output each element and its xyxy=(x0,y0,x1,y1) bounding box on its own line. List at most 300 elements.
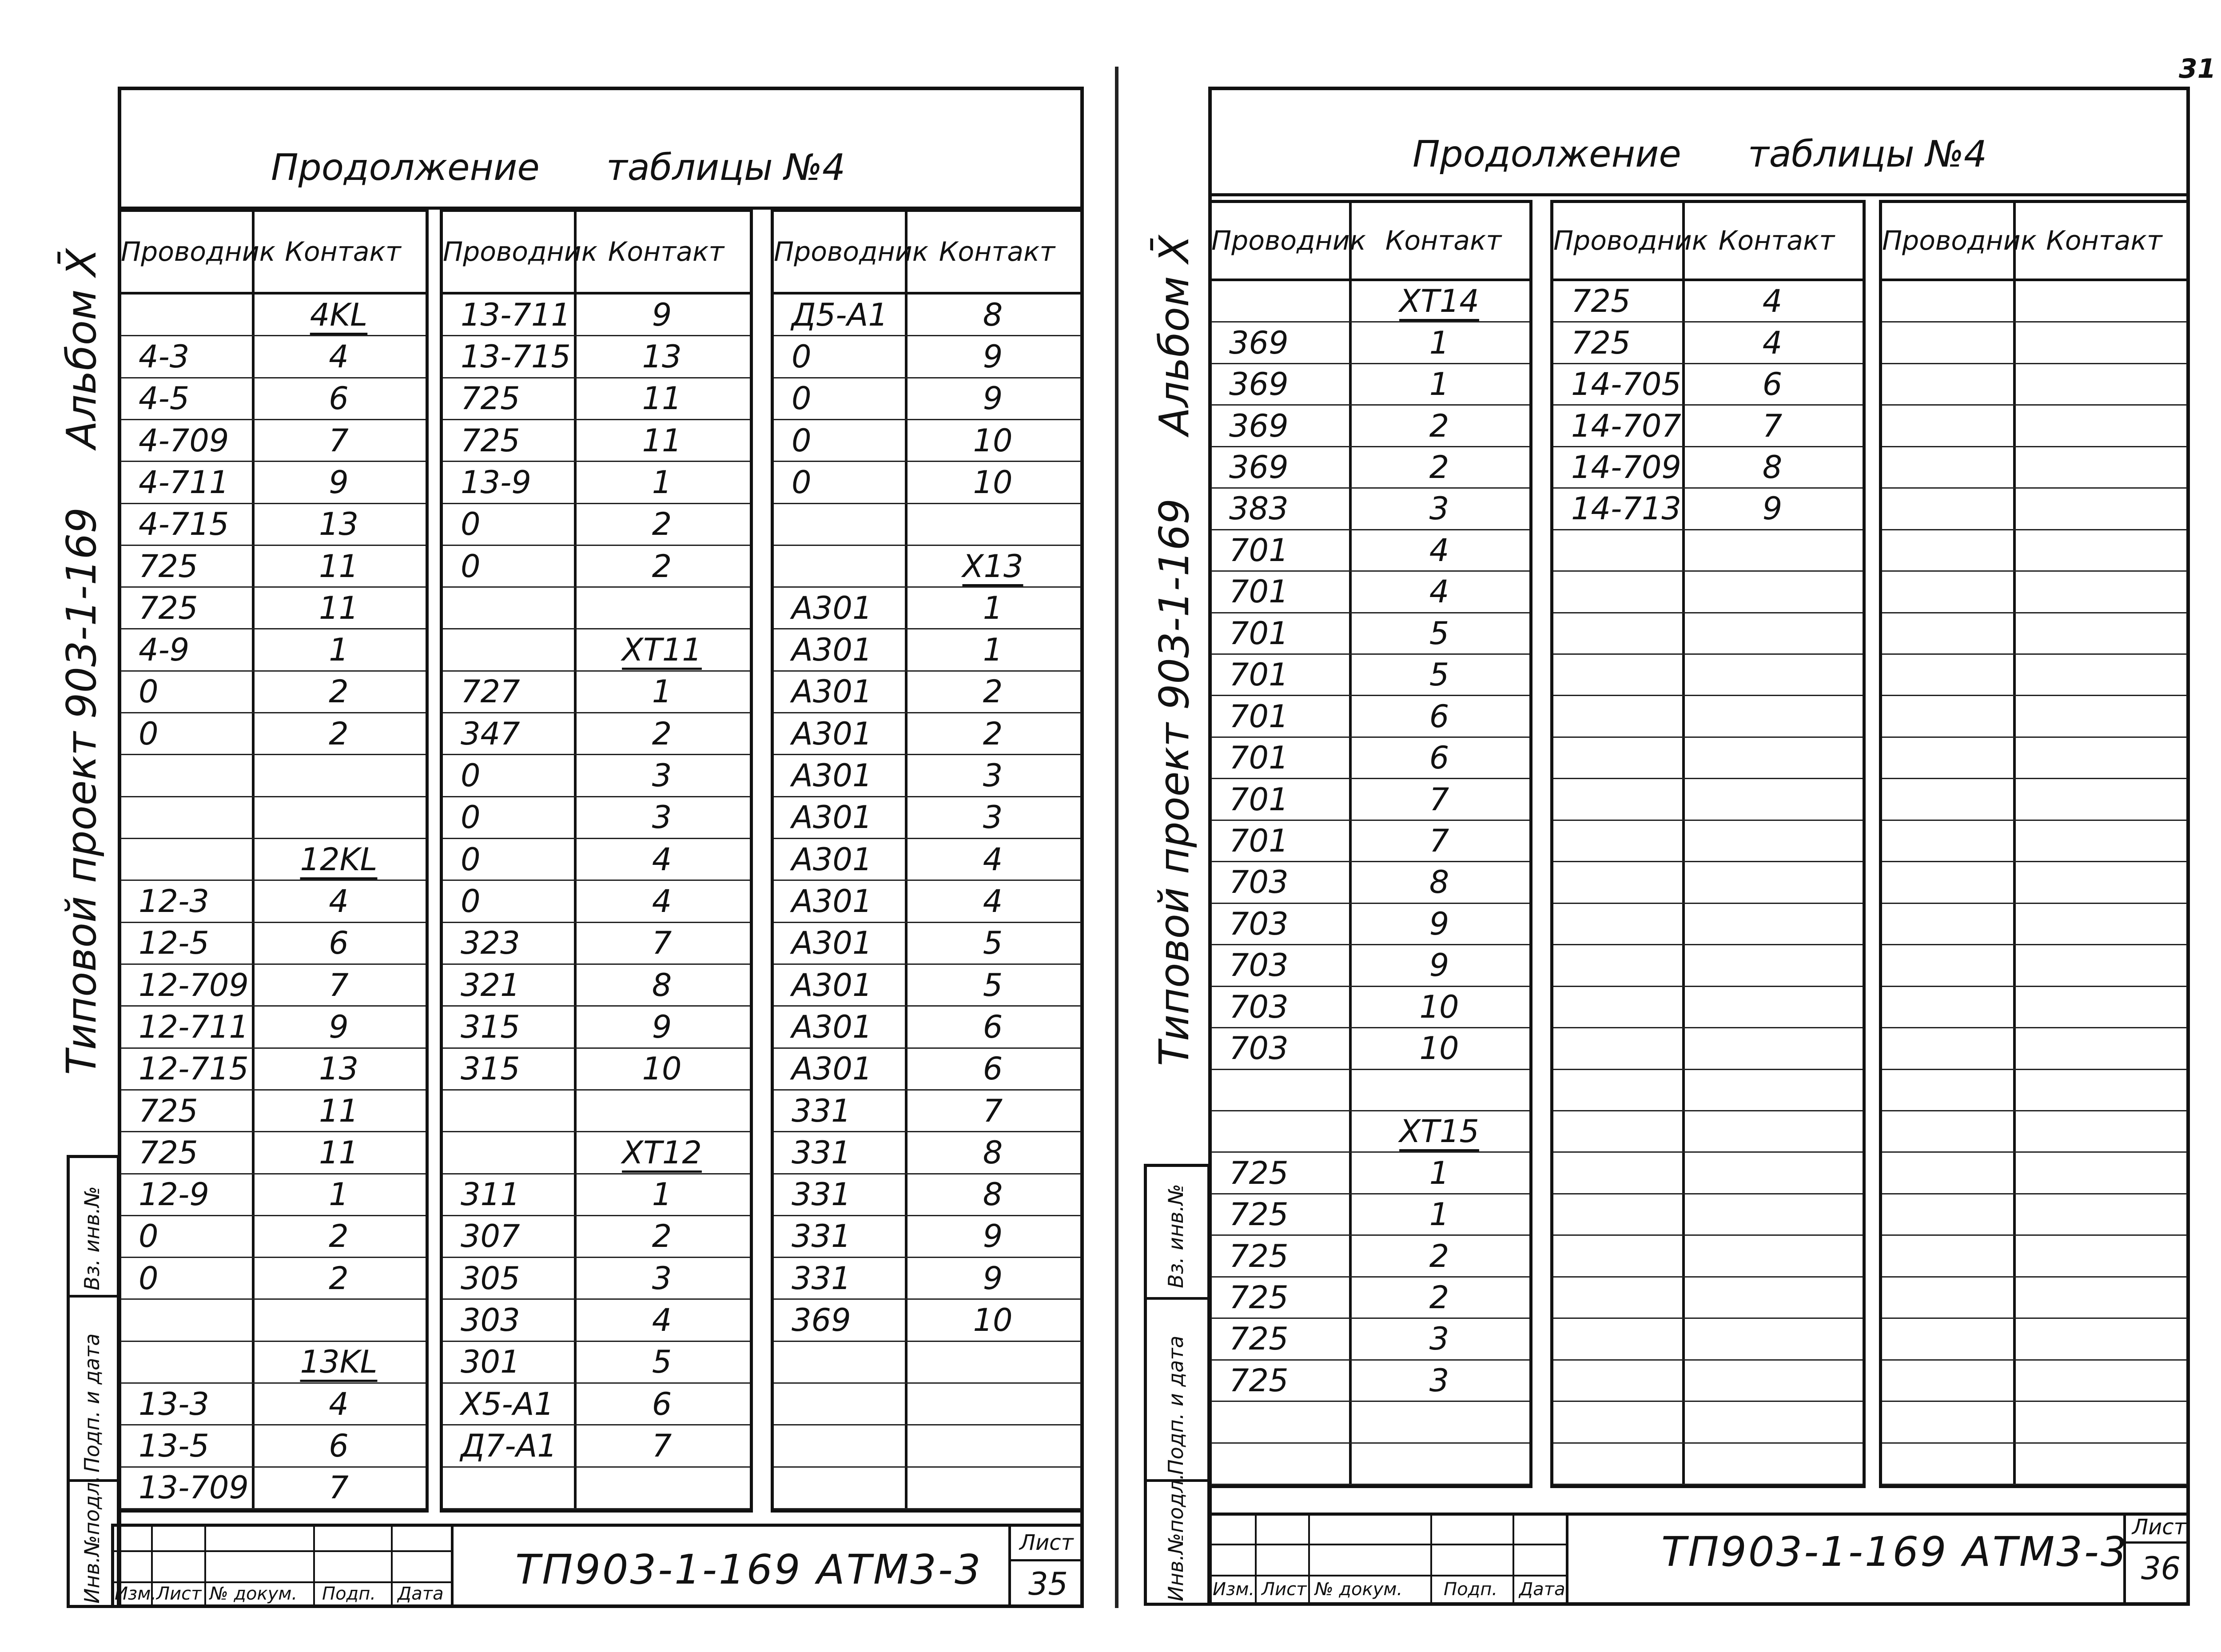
contact-cell xyxy=(2013,862,2187,902)
side-stamp-label: Вз. инв.№ xyxy=(1164,1184,1188,1288)
conductor-cell: A301 xyxy=(792,673,872,710)
table-row xyxy=(443,1216,750,1258)
table-column xyxy=(771,209,1084,1513)
table-column xyxy=(118,209,429,1513)
contact-cell: 2 xyxy=(652,715,672,752)
contact-cell: 7 xyxy=(329,422,349,459)
contact-cell: 6 xyxy=(1762,366,1783,403)
conductor-cell: 13-3 xyxy=(139,1385,209,1422)
section-label: 12KL xyxy=(300,841,378,878)
contact-cell: 1 xyxy=(983,589,1003,626)
table-row xyxy=(121,629,426,671)
table-row xyxy=(443,295,750,336)
table-row xyxy=(774,839,1081,881)
table-row xyxy=(443,546,750,588)
table-row xyxy=(1882,1361,2187,1402)
header-conductor: Проводник xyxy=(1882,225,2037,256)
conductor-cell xyxy=(1882,1194,2031,1234)
conductor-cell: X5-A1 xyxy=(461,1385,554,1422)
contact-cell xyxy=(2013,1028,2187,1068)
sheet-number: 35 xyxy=(1028,1566,1068,1602)
conductor-cell xyxy=(1553,1028,1700,1068)
conductor-cell: A301 xyxy=(792,757,872,794)
conductor-cell xyxy=(774,1384,923,1424)
table-row xyxy=(1553,862,1863,904)
table-row xyxy=(1553,1319,1863,1360)
contact-cell: 5 xyxy=(652,1344,672,1381)
title-block-rule xyxy=(1308,1513,1310,1606)
table-row xyxy=(774,1216,1081,1258)
contact-cell: 1 xyxy=(329,1176,349,1213)
conductor-cell xyxy=(774,1468,923,1508)
conductor-cell: 725 xyxy=(461,422,520,459)
contact-cell xyxy=(2013,364,2187,404)
contact-cell: 7 xyxy=(652,925,672,962)
conductor-cell: 725 xyxy=(139,1092,198,1129)
conductor-cell: 701 xyxy=(1229,615,1289,652)
rows-right-3 xyxy=(1882,281,2187,1485)
side-stamp-label: Инв.№подл. xyxy=(80,1475,104,1604)
table-row xyxy=(1211,322,1529,364)
table-row xyxy=(1553,821,1863,862)
conductor-cell xyxy=(1882,655,2031,695)
contact-cell: 3 xyxy=(652,799,672,836)
table-row xyxy=(443,504,750,546)
table-row xyxy=(1882,281,2187,322)
contact-cell: 11 xyxy=(642,422,682,459)
contact-cell: 3 xyxy=(652,1260,672,1297)
conductor-cell: 701 xyxy=(1229,781,1289,818)
table-row xyxy=(443,1468,750,1509)
table-row xyxy=(1882,1111,2187,1153)
contact-cell xyxy=(2013,945,2187,985)
heading-part-2: таблицы №4 xyxy=(1747,133,1987,175)
table-row xyxy=(121,713,426,755)
conductor-cell: A301 xyxy=(792,841,872,878)
table-row xyxy=(1882,987,2187,1028)
table-row xyxy=(1211,904,1529,945)
table-row xyxy=(121,546,426,588)
conductor-cell: 0 xyxy=(461,799,481,836)
contact-cell xyxy=(2013,1319,2187,1359)
document-code: ТП903-1-169 АТМ3-3 xyxy=(515,1546,983,1593)
table-row xyxy=(121,336,426,378)
table-row xyxy=(774,1091,1081,1132)
table-row xyxy=(443,1174,750,1216)
conductor-cell xyxy=(1882,322,2031,362)
conductor-cell xyxy=(1211,281,1367,321)
contact-cell: 2 xyxy=(329,1260,349,1297)
contact-cell xyxy=(252,755,426,796)
contact-cell: 3 xyxy=(983,799,1003,836)
table-row xyxy=(1211,364,1529,406)
conductor-cell xyxy=(774,1425,923,1466)
title-block-rule xyxy=(1255,1513,1257,1606)
contact-cell: 2 xyxy=(652,548,672,585)
table-row xyxy=(121,1091,426,1132)
table-column xyxy=(1550,200,1866,1488)
contact-cell: 10 xyxy=(973,1302,1013,1339)
conductor-cell: 12-3 xyxy=(139,883,209,920)
table-row xyxy=(774,1425,1081,1467)
conductor-cell: 4-9 xyxy=(139,632,190,669)
side-stamp-label: Инв.№подл. xyxy=(1164,1473,1188,1601)
stamp-label: № докум. xyxy=(210,1584,298,1604)
conductor-cell: 13-5 xyxy=(139,1428,209,1465)
table-row xyxy=(443,378,750,420)
contact-cell: 9 xyxy=(1429,947,1449,984)
table-row xyxy=(1211,655,1529,696)
table-row xyxy=(1553,1444,1863,1485)
conductor-cell: A301 xyxy=(792,589,872,626)
table-row xyxy=(1553,1070,1863,1111)
table-row xyxy=(121,1174,426,1216)
conductor-cell: 12-715 xyxy=(139,1051,249,1087)
side-stamp-label: Подп. и дата xyxy=(80,1333,104,1473)
conductor-cell: 323 xyxy=(461,925,520,962)
title-block-rule xyxy=(111,1581,451,1583)
conductor-cell: 331 xyxy=(792,1176,851,1213)
table-row xyxy=(774,797,1081,839)
table-row xyxy=(1882,1070,2187,1111)
side-stamp-label: Подп. и дата xyxy=(1164,1335,1188,1475)
contact-cell xyxy=(574,1468,750,1508)
contact-cell: 5 xyxy=(983,925,1003,962)
header-contact: Контакт xyxy=(1718,225,1835,256)
conductor-cell: A301 xyxy=(792,1051,872,1087)
title-block-rule xyxy=(1008,1559,1084,1561)
table-row xyxy=(774,295,1081,336)
title-block-rule xyxy=(1008,1524,1011,1608)
contact-cell: 6 xyxy=(329,380,349,417)
contact-cell: 6 xyxy=(652,1385,672,1422)
table-row xyxy=(1211,406,1529,447)
conductor-cell xyxy=(443,1091,592,1131)
table-row xyxy=(121,1342,426,1384)
table-row xyxy=(1882,489,2187,530)
album-label: Альбом X̄ xyxy=(1150,235,1198,435)
table-row xyxy=(1882,1194,2187,1236)
table-row xyxy=(774,546,1081,588)
table-row xyxy=(1553,281,1863,322)
conductor-cell: 14-713 xyxy=(1571,490,1681,527)
conductor-cell xyxy=(1553,987,1700,1027)
table-row xyxy=(1211,281,1529,322)
table-row xyxy=(1553,696,1863,737)
conductor-cell: A301 xyxy=(792,1008,872,1045)
conductor-cell: 725 xyxy=(139,589,198,626)
table-row xyxy=(121,1132,426,1174)
conductor-cell xyxy=(443,1468,592,1508)
conductor-cell: 4-709 xyxy=(139,422,229,459)
conductor-cell: 14-707 xyxy=(1571,407,1681,444)
contact-cell xyxy=(1682,572,1863,612)
table-row xyxy=(774,1049,1081,1091)
table-heading xyxy=(1413,133,2054,175)
table-row xyxy=(1211,779,1529,820)
contact-cell xyxy=(1682,821,1863,861)
rows-right-1 xyxy=(1211,281,1529,1485)
conductor-cell: 13-709 xyxy=(139,1469,249,1506)
contact-cell: 7 xyxy=(983,1092,1003,1129)
conductor-cell: 703 xyxy=(1229,988,1289,1025)
conductor-cell xyxy=(774,504,923,545)
table-row xyxy=(1211,1444,1529,1485)
table-row xyxy=(1882,613,2187,655)
contact-cell: 2 xyxy=(1429,449,1449,486)
contact-cell: 2 xyxy=(652,1218,672,1255)
table-row xyxy=(774,629,1081,671)
conductor-cell: 725 xyxy=(1229,1362,1289,1399)
conductor-cell: 315 xyxy=(461,1051,520,1087)
conductor-cell: 725 xyxy=(1229,1154,1289,1191)
table-row xyxy=(1882,738,2187,779)
conductor-cell xyxy=(1882,1319,2031,1359)
conductor-cell: 369 xyxy=(1229,366,1289,403)
conductor-cell xyxy=(1553,779,1700,819)
table-row xyxy=(121,1468,426,1509)
table-row xyxy=(774,1258,1081,1300)
table-row xyxy=(121,588,426,629)
table-row xyxy=(1211,1028,1529,1070)
table-row xyxy=(774,504,1081,546)
contact-cell: 6 xyxy=(1429,698,1449,735)
table-row xyxy=(1882,779,2187,820)
conductor-cell xyxy=(1882,1070,2031,1110)
conductor-cell xyxy=(1882,489,2031,529)
stamp-label: Изм. xyxy=(1213,1579,1255,1600)
conductor-cell xyxy=(1553,530,1700,570)
header-contact: Контакт xyxy=(1385,225,1502,256)
table-row xyxy=(443,420,750,462)
table-row xyxy=(1211,613,1529,655)
rows-left-3 xyxy=(774,295,1081,1509)
contact-cell xyxy=(1682,1402,1863,1442)
table-row xyxy=(774,1468,1081,1509)
contact-cell: 8 xyxy=(983,1176,1003,1213)
side-stamp-rule xyxy=(67,1295,120,1298)
contact-cell xyxy=(252,797,426,838)
table-row xyxy=(121,923,426,965)
contact-cell: 4 xyxy=(983,841,1003,878)
table-row xyxy=(443,629,750,671)
table-row xyxy=(1882,1402,2187,1443)
table-row xyxy=(1211,1153,1529,1194)
title-block-rule xyxy=(1430,1513,1432,1606)
contact-cell xyxy=(2013,447,2187,487)
conductor-cell xyxy=(1882,1111,2031,1151)
contact-cell xyxy=(2013,572,2187,612)
contact-cell: 3 xyxy=(1429,1321,1449,1357)
table-row xyxy=(1553,406,1863,447)
contact-cell: 9 xyxy=(983,380,1003,417)
table-row xyxy=(121,1300,426,1342)
conductor-cell xyxy=(1882,447,2031,487)
conductor-cell: 725 xyxy=(139,1134,198,1171)
contact-cell xyxy=(905,1342,1081,1382)
table-row xyxy=(1211,945,1529,987)
contact-cell: 7 xyxy=(1429,781,1449,818)
contact-cell xyxy=(2013,1278,2187,1318)
contact-cell: 4 xyxy=(329,338,349,375)
table-row xyxy=(1211,489,1529,530)
conductor-cell xyxy=(1553,1402,1700,1442)
stamp-label: Дата xyxy=(1519,1579,1565,1600)
conductor-cell xyxy=(774,546,923,586)
table-row xyxy=(1211,696,1529,737)
conductor-cell: 0 xyxy=(139,715,159,752)
table-row xyxy=(1553,1278,1863,1319)
contact-cell: 8 xyxy=(983,1134,1003,1171)
conductor-cell xyxy=(774,1342,923,1382)
contact-cell: 4 xyxy=(652,841,672,878)
table-row xyxy=(443,672,750,713)
contact-cell xyxy=(2013,1070,2187,1110)
title-block-rule xyxy=(1566,1513,1568,1606)
table-row xyxy=(774,672,1081,713)
table-row xyxy=(1882,572,2187,613)
table-column xyxy=(1879,200,2190,1488)
table-row xyxy=(443,1258,750,1300)
table-row xyxy=(443,839,750,881)
conductor-cell: 13-9 xyxy=(461,464,531,501)
contact-cell xyxy=(1349,1070,1529,1110)
conductor-cell: 331 xyxy=(792,1134,851,1171)
table-row xyxy=(1882,530,2187,572)
conductor-cell: 0 xyxy=(792,338,812,375)
table-row xyxy=(1553,904,1863,945)
contact-cell: 1 xyxy=(1429,1154,1449,1191)
table-row xyxy=(1882,447,2187,489)
contact-cell xyxy=(1682,613,1863,653)
table-row xyxy=(1211,1111,1529,1153)
contact-cell xyxy=(2013,1111,2187,1151)
conductor-cell: 331 xyxy=(792,1260,851,1297)
table-row xyxy=(1882,322,2187,364)
table-row xyxy=(1553,655,1863,696)
contact-cell: 11 xyxy=(318,1092,359,1129)
table-row xyxy=(774,965,1081,1007)
table-row xyxy=(1211,1236,1529,1277)
conductor-cell: A301 xyxy=(792,967,872,1003)
contact-cell: 1 xyxy=(1429,1196,1449,1233)
contact-cell: 1 xyxy=(652,673,672,710)
contact-cell xyxy=(1682,862,1863,902)
conductor-cell: 4-715 xyxy=(139,506,229,543)
conductor-cell xyxy=(121,839,270,880)
contact-cell: 6 xyxy=(983,1008,1003,1045)
conductor-cell: 12-711 xyxy=(139,1008,249,1045)
conductor-cell xyxy=(121,797,270,838)
header-conductor: Проводник xyxy=(121,236,275,267)
conductor-cell xyxy=(1553,821,1700,861)
table-row xyxy=(1553,447,1863,489)
table-row xyxy=(1553,322,1863,364)
contact-cell xyxy=(1682,696,1863,736)
contact-cell: 2 xyxy=(983,673,1003,710)
table-row xyxy=(1882,1153,2187,1194)
conductor-cell xyxy=(1553,738,1700,778)
contact-cell: 1 xyxy=(1429,324,1449,361)
section-label: XT11 xyxy=(622,632,702,669)
header-conductor: Проводник xyxy=(1211,225,1366,256)
conductor-cell: 725 xyxy=(1229,1196,1289,1233)
contact-cell: 8 xyxy=(983,296,1003,333)
table-row xyxy=(443,1132,750,1174)
table-row xyxy=(443,1425,750,1467)
table-row xyxy=(1553,364,1863,406)
side-stamp-label: Вз. инв.№ xyxy=(80,1186,104,1290)
table-row xyxy=(1553,613,1863,655)
contact-cell: 1 xyxy=(652,464,672,501)
title-block-rule xyxy=(313,1524,315,1608)
conductor-cell xyxy=(1211,1444,1367,1484)
contact-cell: 11 xyxy=(318,589,359,626)
table-row xyxy=(121,839,426,881)
conductor-cell xyxy=(1882,987,2031,1027)
table-row xyxy=(1211,1070,1529,1111)
table-row xyxy=(774,462,1081,504)
conductor-cell xyxy=(1553,1444,1700,1484)
contact-cell: 2 xyxy=(1429,1279,1449,1316)
table-row xyxy=(443,1007,750,1048)
title-block-rule xyxy=(391,1524,393,1608)
contact-cell xyxy=(905,504,1081,545)
conductor-cell: Д7-A1 xyxy=(461,1428,557,1465)
contact-cell xyxy=(1682,1070,1863,1110)
contact-cell: 8 xyxy=(652,967,672,1003)
contact-cell xyxy=(574,588,750,628)
contact-cell xyxy=(905,1384,1081,1424)
conductor-cell xyxy=(1882,1028,2031,1068)
table-row xyxy=(774,336,1081,378)
table-row xyxy=(774,420,1081,462)
conductor-cell: 369 xyxy=(1229,324,1289,361)
heading-part-2: таблицы №4 xyxy=(606,147,846,189)
table-row xyxy=(443,923,750,965)
title-block-rule xyxy=(2123,1541,2190,1544)
conductor-cell xyxy=(121,295,270,335)
conductor-cell: 301 xyxy=(461,1344,520,1381)
conductor-cell: 703 xyxy=(1229,1030,1289,1067)
table-row xyxy=(1882,862,2187,904)
conductor-cell xyxy=(1553,1236,1700,1276)
table-row xyxy=(121,1216,426,1258)
conductor-cell: 369 xyxy=(792,1302,851,1339)
conductor-cell xyxy=(1553,572,1700,612)
table-row xyxy=(1553,738,1863,779)
rows-left-2 xyxy=(443,295,750,1509)
table-row xyxy=(1211,530,1529,572)
conductor-cell: 369 xyxy=(1229,449,1289,486)
project-label: Типовой проект 903-1-169 xyxy=(58,507,105,1075)
contact-cell: 4 xyxy=(1762,283,1783,320)
contact-cell: 4 xyxy=(983,883,1003,920)
table-row xyxy=(1882,1236,2187,1277)
conductor-cell xyxy=(1553,655,1700,695)
table-row xyxy=(121,420,426,462)
table-row xyxy=(121,504,426,546)
contact-cell: 2 xyxy=(652,506,672,543)
conductor-cell: 14-705 xyxy=(1571,366,1681,403)
conductor-cell: 701 xyxy=(1229,698,1289,735)
conductor-cell xyxy=(1882,1361,2031,1401)
contact-cell: 10 xyxy=(1419,1030,1459,1067)
table-row xyxy=(1553,530,1863,572)
conductor-cell: 383 xyxy=(1229,490,1289,527)
contact-cell: 13 xyxy=(318,1051,359,1087)
title-block-rule xyxy=(111,1550,451,1552)
